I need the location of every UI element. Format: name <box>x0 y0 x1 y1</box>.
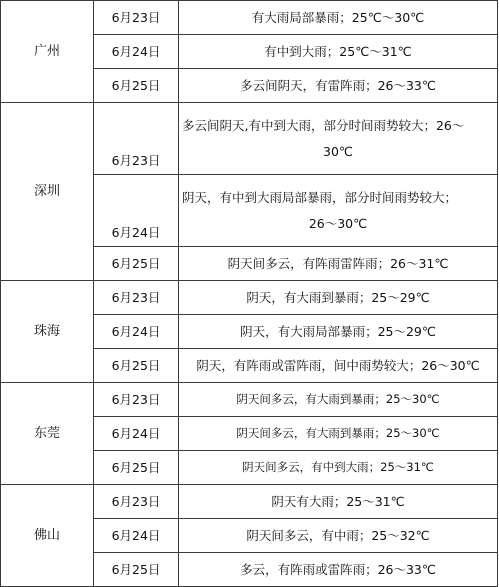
table-row <box>1 103 498 175</box>
date-cell: 6月25日 <box>94 69 179 103</box>
date-cell: 6月25日 <box>94 451 179 485</box>
city-cell: 东莞 <box>1 383 94 485</box>
table-row <box>1 485 498 519</box>
forecast-cell: 阴天有大雨；25～31℃ <box>179 485 498 519</box>
forecast-line-1: 阴天，有中到大雨局部暴雨，部分时间雨势较大； <box>182 189 458 205</box>
date-cell: 6月24日 <box>94 519 179 553</box>
table-row <box>1 383 498 417</box>
date-cell: 6月23日 <box>94 485 179 519</box>
forecast-cell: 多云间阴天，有雷阵雨；26～33℃ <box>179 69 498 103</box>
forecast-cell: 阴天间多云，有阵雨雷阵雨；26～31℃ <box>179 247 498 281</box>
forecast-cell: 多云，有阵雨或雷阵雨；26～33℃ <box>179 553 498 587</box>
date-cell: 6月24日 <box>94 315 179 349</box>
forecast-line-2: 30℃ <box>323 143 353 159</box>
forecast-line-2: 26～30℃ <box>308 215 368 231</box>
forecast-cell <box>179 103 498 175</box>
forecast-cell: 阴天间多云，有中到大雨；25～31℃ <box>179 451 498 485</box>
forecast-cell: 阴天，有大雨到暴雨；25～29℃ <box>179 281 498 315</box>
date-cell: 6月24日 <box>94 35 179 69</box>
city-cell: 深圳 <box>1 103 94 281</box>
date-cell: 6月23日 <box>94 281 179 315</box>
forecast-line-1: 多云间阴天,有中到大雨，部分时间雨势较大；26～ <box>182 117 465 133</box>
date-cell: 6月24日 <box>94 417 179 451</box>
date-cell: 6月24日 <box>94 175 179 247</box>
city-cell: 珠海 <box>1 281 94 383</box>
date-cell: 6月25日 <box>94 349 179 383</box>
date-cell: 6月23日 <box>94 1 179 35</box>
forecast-cell: 有中到大雨；25℃～31℃ <box>179 35 498 69</box>
date-cell: 6月25日 <box>94 553 179 587</box>
forecast-cell: 有大雨局部暴雨；25℃～30℃ <box>179 1 498 35</box>
table-row <box>1 281 498 315</box>
forecast-cell <box>179 175 498 247</box>
table-row <box>1 1 498 35</box>
forecast-cell: 阴天间多云，有大雨到暴雨；25～30℃ <box>179 383 498 417</box>
forecast-cell: 阴天，有阵雨或雷阵雨，间中雨势较大；26～30℃ <box>179 349 498 383</box>
forecast-cell: 阴天，有大雨局部暴雨；25～29℃ <box>179 315 498 349</box>
forecast-cell: 阴天间多云，有中雨；25～32℃ <box>179 519 498 553</box>
date-cell: 6月23日 <box>94 103 179 175</box>
forecast-cell: 阴天间多云，有大雨到暴雨；25～30℃ <box>179 417 498 451</box>
city-cell: 广州 <box>1 1 94 103</box>
date-cell: 6月25日 <box>94 247 179 281</box>
date-cell: 6月23日 <box>94 383 179 417</box>
city-cell: 佛山 <box>1 485 94 587</box>
